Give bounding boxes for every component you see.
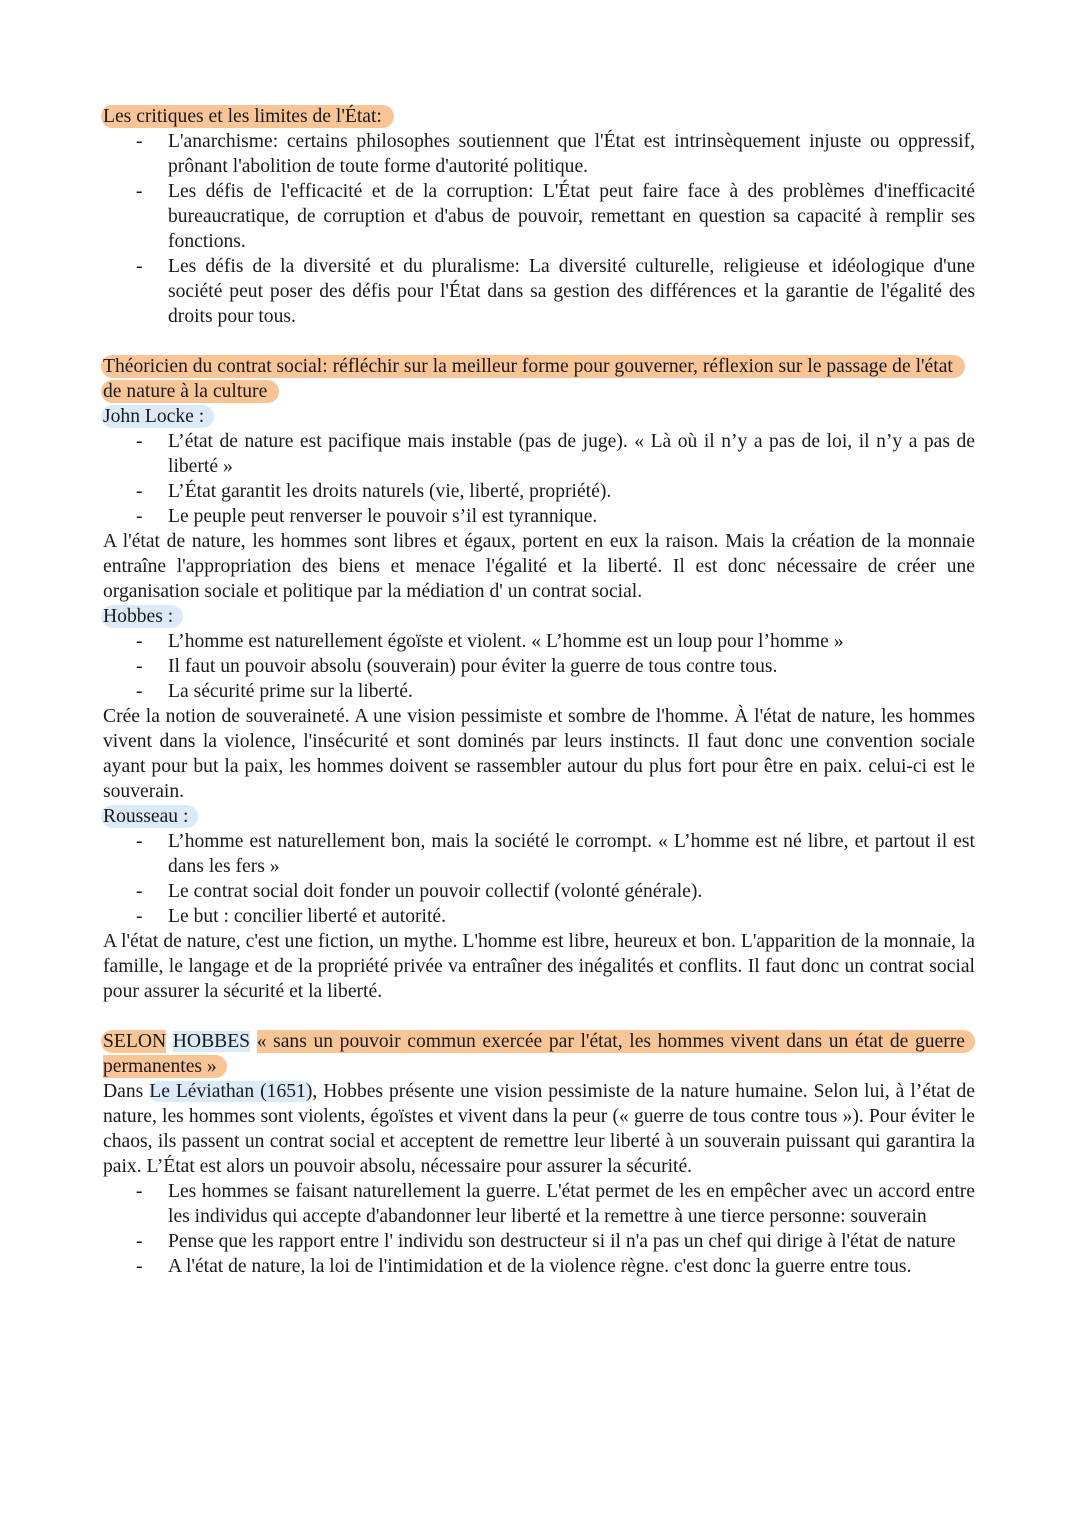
list-item: - Les hommes se faisant naturellement la guerre. L'état permet de les en empêcher avec un accord entre les individus qui accepte d'abandonner leur liberté et la remettre à une tierce personne: souverain xyxy=(136,1181,975,1227)
paragraph: Dans Le Léviathan (1651), Hobbes présente une vision pessimiste de la nature humaine. Selon lui, à l’état de nature, les hommes sont violents, égoïstes et vivent dans la peur (« guerre de tous contre tous »). Pour éviter le chaos, ils passent un contrat social et acceptent de remettre leur liberté à un souverain puissant qui garantira la paix. L’État est alors un pouvoir absolu, nécessaire pour assurer la sécurité. xyxy=(103,1081,975,1177)
author-heading-locke: John Locke : xyxy=(103,404,975,429)
bullet-list xyxy=(103,1179,975,1279)
list-item: - Pense que les rapport entre l' individu son destructeur si il n'a pas un chef qui dirige à l'état de nature xyxy=(136,1231,956,1252)
book-title: Le Léviathan (1651) xyxy=(149,1081,313,1102)
list-item: - L’état de nature est pacifique mais instable (pas de juge). « Là où il n’y a pas de loi, il n’y a pas de liberté » xyxy=(136,431,975,477)
paragraph: A l'état de nature, les hommes sont libres et égaux, portent en eux la raison. Mais la création de la monnaie entraîne l'appropriation des biens et menace l'égalité et la liberté. Il est donc nécessaire de créer une organisation sociale et politique par la médiation d' un contrat social. xyxy=(103,531,975,602)
paragraph: Crée la notion de souveraineté. A une vision pessimiste et sombre de l'homme. À l'état de nature, les hommes vivent dans la violence, l'insécurité et sont dominés par leurs instincts. Il faut donc une convention sociale ayant pour but la paix, les hommes doivent se rassembler autour du plus fort pour être en paix. celui-ci est le souverain. xyxy=(103,706,975,802)
section-heading xyxy=(103,104,975,129)
list-item: - L'anarchisme: certains philosophes soutiennent que l'État est intrinsèquement injuste ou oppressif, prônant l'abolition de toute forme d'autorité politique. xyxy=(136,131,975,177)
bullet-list xyxy=(103,129,975,329)
list-item: - Le but : concilier liberté et autorité. xyxy=(136,906,447,927)
bullet-list xyxy=(103,429,975,529)
bullet-list xyxy=(103,629,975,704)
list-item: - Il faut un pouvoir absolu (souverain) pour éviter la guerre de tous contre tous. xyxy=(136,656,778,677)
paragraph: A l'état de nature, c'est une fiction, un mythe. L'homme est libre, heureux et bon. L'apparition de la monnaie, la famille, le langage et de la propriété privée va entraîner des inégalités et conflits. Il faut donc un contrat social pour assurer la sécurité et la liberté. xyxy=(103,931,975,1002)
list-item: - Le peuple peut renverser le pouvoir s’il est tyrannique. xyxy=(136,506,598,527)
list-item: - Les défis de l'efficacité et de la corruption: L'État peut faire face à des problèmes d'inefficacité bureaucratique, de corruption et d'abus de pouvoir, remettant en question sa capacité à remplir ses fonctions. xyxy=(136,181,975,252)
heading-highlight: Les critiques et les limites de l'État: xyxy=(101,105,394,128)
list-item: - L’État garantit les droits naturels (vie, liberté, propriété). xyxy=(136,481,612,502)
list-item: - Le contrat social doit fonder un pouvoir collectif (volonté générale). xyxy=(136,881,703,902)
list-item: - A l'état de nature, la loi de l'intimidation et de la violence règne. c'est donc la guerre entre tous. xyxy=(136,1256,912,1277)
list-item: - La sécurité prime sur la liberté. xyxy=(136,681,413,702)
list-item: - Les défis de la diversité et du pluralisme: La diversité culturelle, religieuse et idéologique d'une société peut poser des défis pour l'État dans sa gestion des différences et la garantie de l'égalité des droits pour tous. xyxy=(136,256,975,327)
list-item: - L’homme est naturellement bon, mais la société le corrompt. « L’homme est né libre, et partout il est dans les fers » xyxy=(136,831,975,877)
section-heading: SELON HOBBES « sans un pouvoir commun exercée par l'état, les hommes vivent dans un état de guerre permanentes » xyxy=(103,1029,975,1079)
author-heading-hobbes: Hobbes : xyxy=(103,604,975,629)
bullet-list xyxy=(103,829,975,929)
author-heading-rousseau: Rousseau : xyxy=(103,804,975,829)
document-page xyxy=(103,104,975,1279)
section-heading: Théoricien du contrat social: réfléchir sur la meilleur forme pour gouverner, réflexion sur le passage de l'état de nature à la culture xyxy=(103,354,975,404)
list-item: - L’homme est naturellement égoïste et violent. « L’homme est un loup pour l’homme » xyxy=(136,631,844,652)
